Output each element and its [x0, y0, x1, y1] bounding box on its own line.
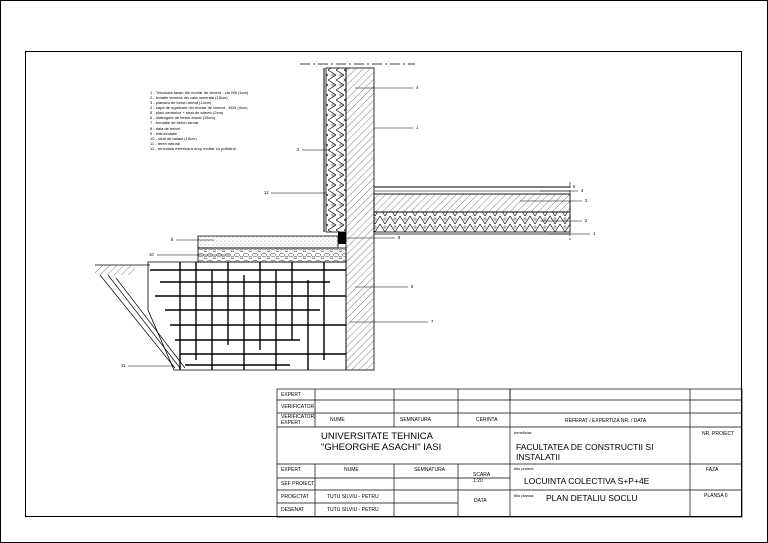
legend-item: 10 - strat de balast (15cm): [150, 136, 197, 141]
tb-nume: NUME: [330, 417, 345, 423]
tb-referat: REFERAT / EXPERTIZA NR. / DATA: [565, 418, 647, 424]
tb-university-line2: "GHEORGHE ASACHI" IASI: [321, 442, 442, 453]
tb-desenat: DESENAT: [281, 507, 305, 513]
legend-item: 9 - hidroizolatie: [150, 131, 178, 136]
tb-nr-proiect: NR. PROIECT: [702, 431, 735, 437]
tb-beneficiar-label: beneficiar:: [514, 430, 533, 435]
callout-label: 7: [431, 319, 434, 324]
tb-verificator: VERIFICATOR: [281, 404, 315, 410]
callout-label: 8: [398, 235, 401, 240]
tb-titlu-plansa-label: titlu plansa:: [514, 493, 535, 498]
legend-item: 1 - Tencuiala tavan din mortar de ciment - var M8 (1cm): [150, 90, 249, 95]
tb-semnatura-2: SEMNATURA: [414, 467, 446, 473]
callout-label: 2: [297, 147, 300, 152]
callout-label: 4: [416, 85, 419, 90]
legend-item: 11 - teren natural: [150, 141, 181, 146]
callout-label: 5: [573, 184, 576, 189]
legend-item: 4 - sapa de egalizare din mortar de ciment - M10 (4cm): [150, 105, 248, 110]
natural-soil: [95, 265, 185, 368]
legend-item: 2 - izolatie termica din vata minerala (15cm): [150, 95, 228, 100]
legend-item: 8 - dala de beton: [150, 126, 181, 131]
tb-desenat-name: TUTU SILVIU - PETRU: [327, 507, 379, 513]
hydro-insulation: [338, 232, 346, 244]
callout-label: 8: [171, 237, 174, 242]
tb-titlu-proiect-label: titlu proiect:: [514, 466, 535, 471]
legend-item: 5 - placi ceramice + strat de adeziv (2cm): [150, 110, 224, 115]
callout-label: 1: [593, 231, 596, 236]
concrete-wall: [346, 68, 374, 370]
tb-scara-label: SCARA: [473, 472, 491, 478]
callout-label: 12: [264, 190, 269, 195]
concrete-paving: [198, 236, 338, 248]
tb-semnatura: SEMNATURA: [400, 417, 432, 423]
floor-finish-layers: [374, 187, 570, 194]
tb-titlu-plansa-value: PLAN DETALIU SOCLU: [546, 493, 638, 503]
tb-expert-2: EXPERT: [281, 467, 301, 473]
callout-label: 10: [149, 252, 154, 257]
callout-label: 4: [581, 188, 584, 193]
legend-item: 12 - tencuiala exterioara drop mortar cu polistirol: [150, 146, 236, 151]
legend-item: 6 - diafragme de beton armat (15cm): [150, 115, 216, 120]
slab-insulation: [374, 212, 570, 232]
tb-nume-2: NUME: [344, 467, 359, 473]
tb-titlu-proiect-value: LOCUINTA COLECTIVA S+P+4E: [524, 476, 650, 486]
callout-label: 1: [416, 125, 419, 130]
callout-label: 6: [411, 284, 414, 289]
tb-verificator-expert: VERIFICATOR/ EXPERT: [281, 414, 316, 426]
callout-label: 3: [585, 198, 588, 203]
tb-faza: FAZA: [706, 467, 719, 473]
tb-sef-proiect: SEF PROIECT: [281, 481, 315, 487]
tb-plansa: PLANSA 6: [704, 493, 728, 499]
callout-label: 11: [121, 363, 126, 368]
tb-beneficiar-value: FACULTATEA DE CONSTRUCTII SI INSTALATII: [516, 442, 654, 462]
legend-item: 3 - planseu de beton armat (14cm): [150, 100, 212, 105]
foundation-ground: [148, 262, 346, 370]
tb-proiectat: PROIECTAT: [281, 494, 309, 500]
tb-data-label: DATA: [474, 498, 487, 504]
concrete-slab: [374, 194, 570, 212]
tb-expert: EXPERT: [281, 392, 301, 398]
tb-proiectat-name: TUTU SILVIU - PETRU: [327, 494, 379, 500]
legend-item: 7 - fundatie de beton armat: [150, 120, 199, 125]
tb-scara-value: 1:20: [473, 478, 483, 484]
callout-label: 2: [585, 218, 588, 223]
tb-university-line1: UNIVERSITATE TEHNICA: [321, 431, 433, 442]
tb-cerinta: CERINTA: [476, 417, 498, 423]
